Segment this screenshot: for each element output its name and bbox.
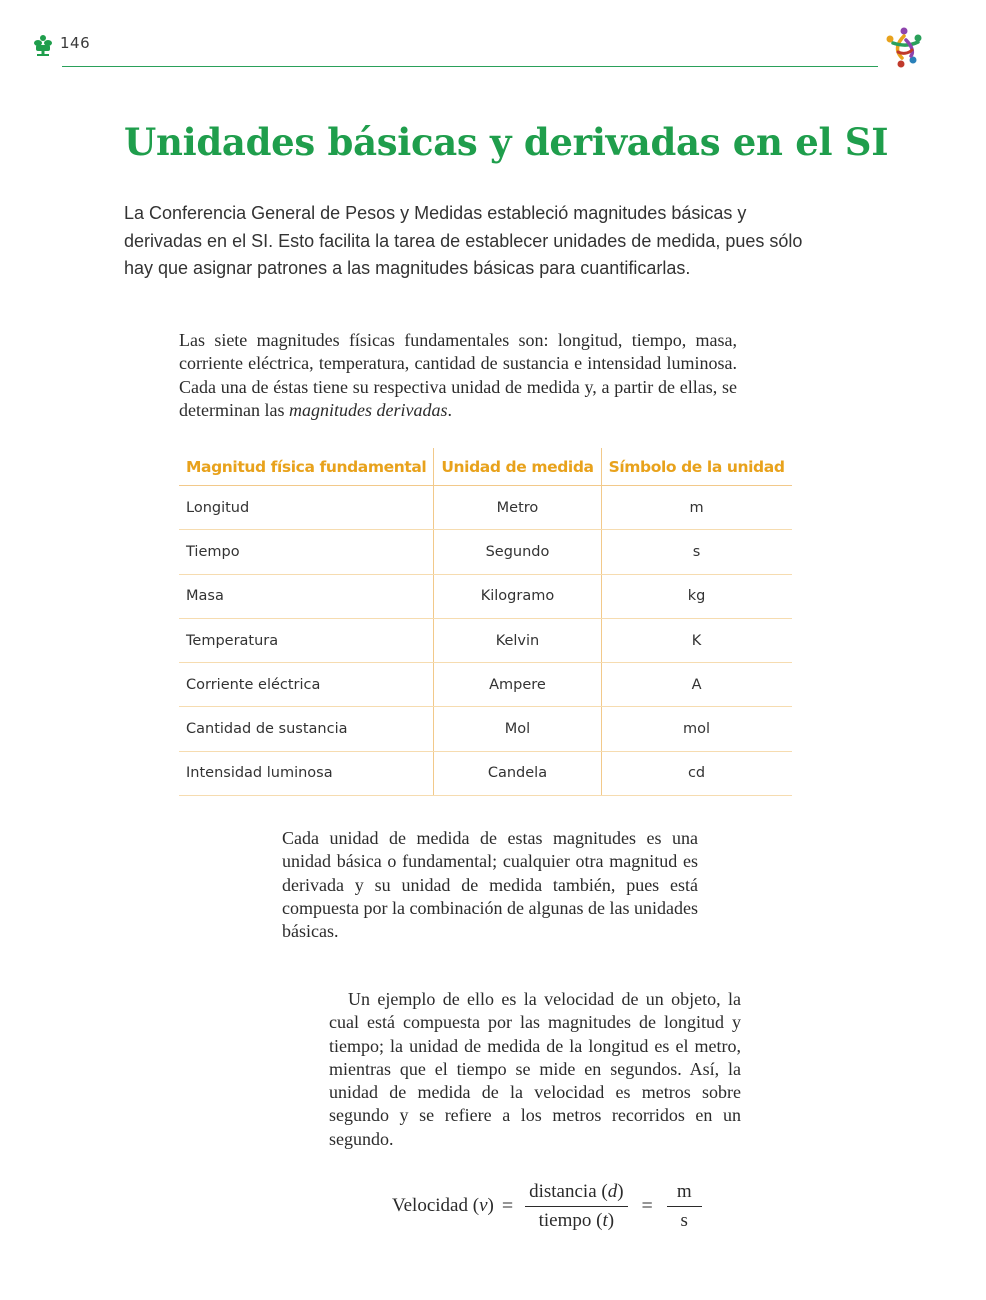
unit-numerator: m bbox=[667, 1181, 702, 1207]
paragraph-text: Las siete magnitudes físicas fundamentales son: longitud, tiempo, masa, corriente eléctrica, temperatura, cantidad de sustancia e intensidad luminosa. Cada una de éstas tiene su respectiva unidad de medida y, a partir de ellas, se determinan las bbox=[179, 330, 737, 420]
table-row bbox=[179, 663, 792, 707]
velocity-formula bbox=[392, 1176, 702, 1236]
intro-paragraph: La Conferencia General de Pesos y Medidas estableció magnitudes básicas y derivadas en el SI. Esto facilita la tarea de establecer unidades de medida, pues sólo hay que asignar patrones a las magnitudes básicas para cuantificarlas. bbox=[124, 203, 803, 278]
table-cell: Corriente eléctrica bbox=[179, 663, 434, 707]
table-cell: m bbox=[601, 486, 791, 530]
formula-lhs: Velocidad (v) bbox=[392, 1195, 494, 1216]
basic-units-paragraph: Cada unidad de medida de estas magnitudes es una unidad básica o fundamental; cualquier otra magnitud es derivada y su unidad de medida también, pues está compuesta por la combinación de algunas de las unidades básicas. bbox=[282, 828, 698, 942]
table-cell: Kelvin bbox=[434, 618, 601, 662]
table-cell: K bbox=[601, 618, 791, 662]
units-table bbox=[179, 448, 792, 796]
table-cell: Metro bbox=[434, 486, 601, 530]
paragraph-end: . bbox=[447, 399, 452, 420]
fraction-numerator: distancia (d) bbox=[525, 1181, 627, 1207]
table-cell: Candela bbox=[434, 751, 601, 795]
table-row bbox=[179, 751, 792, 795]
page-title: Unidades básicas y derivadas en el SI bbox=[124, 120, 889, 164]
table-row bbox=[179, 486, 792, 530]
unit-denominator: s bbox=[680, 1209, 688, 1231]
table-cell: Ampere bbox=[434, 663, 601, 707]
table-row bbox=[179, 530, 792, 574]
page-number: 146 bbox=[60, 34, 91, 52]
table-cell: Longitud bbox=[179, 486, 434, 530]
table-cell: kg bbox=[601, 574, 791, 618]
equals-sign: = bbox=[501, 1194, 514, 1217]
table-cell: Kilogramo bbox=[434, 574, 601, 618]
table-cell: Segundo bbox=[434, 530, 601, 574]
column-header: Magnitud física fundamental bbox=[179, 448, 434, 486]
table-cell: A bbox=[601, 663, 791, 707]
column-header: Símbolo de la unidad bbox=[601, 448, 791, 486]
unit-fraction bbox=[667, 1181, 702, 1232]
table-row bbox=[179, 574, 792, 618]
fundamental-magnitudes-paragraph bbox=[179, 329, 737, 422]
table-cell: mol bbox=[601, 707, 791, 751]
table-row bbox=[179, 707, 792, 751]
formula-fraction bbox=[525, 1181, 627, 1232]
table-row bbox=[179, 618, 792, 662]
column-header: Unidad de medida bbox=[434, 448, 601, 486]
table-cell: s bbox=[601, 530, 791, 574]
emphasized-term: magnitudes derivadas bbox=[288, 399, 448, 420]
colored-figures-logo-icon bbox=[880, 24, 928, 70]
velocity-example-paragraph: Un ejemplo de ello es la velocidad de un objeto, la cual está compuesta por las magnitudes de longitud y tiempo; la unidad de medida de la longitud es el metro, mientras que el tiempo se mide en segundos. Así, la unidad de medida de la velocidad es metros sobre segundo y se refiere a los metros recorridos en un segundo. bbox=[329, 989, 741, 1149]
fraction-denominator: tiempo (t) bbox=[538, 1209, 615, 1231]
table-header-row bbox=[179, 448, 792, 486]
table-cell: Tiempo bbox=[179, 530, 434, 574]
equals-sign: = bbox=[641, 1194, 653, 1217]
header-rule bbox=[62, 66, 878, 67]
table-cell: Cantidad de sustancia bbox=[179, 707, 434, 751]
table-cell: Temperatura bbox=[179, 618, 434, 662]
table-cell: Intensidad luminosa bbox=[179, 751, 434, 795]
table-cell: Mol bbox=[434, 707, 601, 751]
table-cell: cd bbox=[601, 751, 791, 795]
table-cell: Masa bbox=[179, 574, 434, 618]
leaf-emblem-icon bbox=[33, 34, 53, 56]
